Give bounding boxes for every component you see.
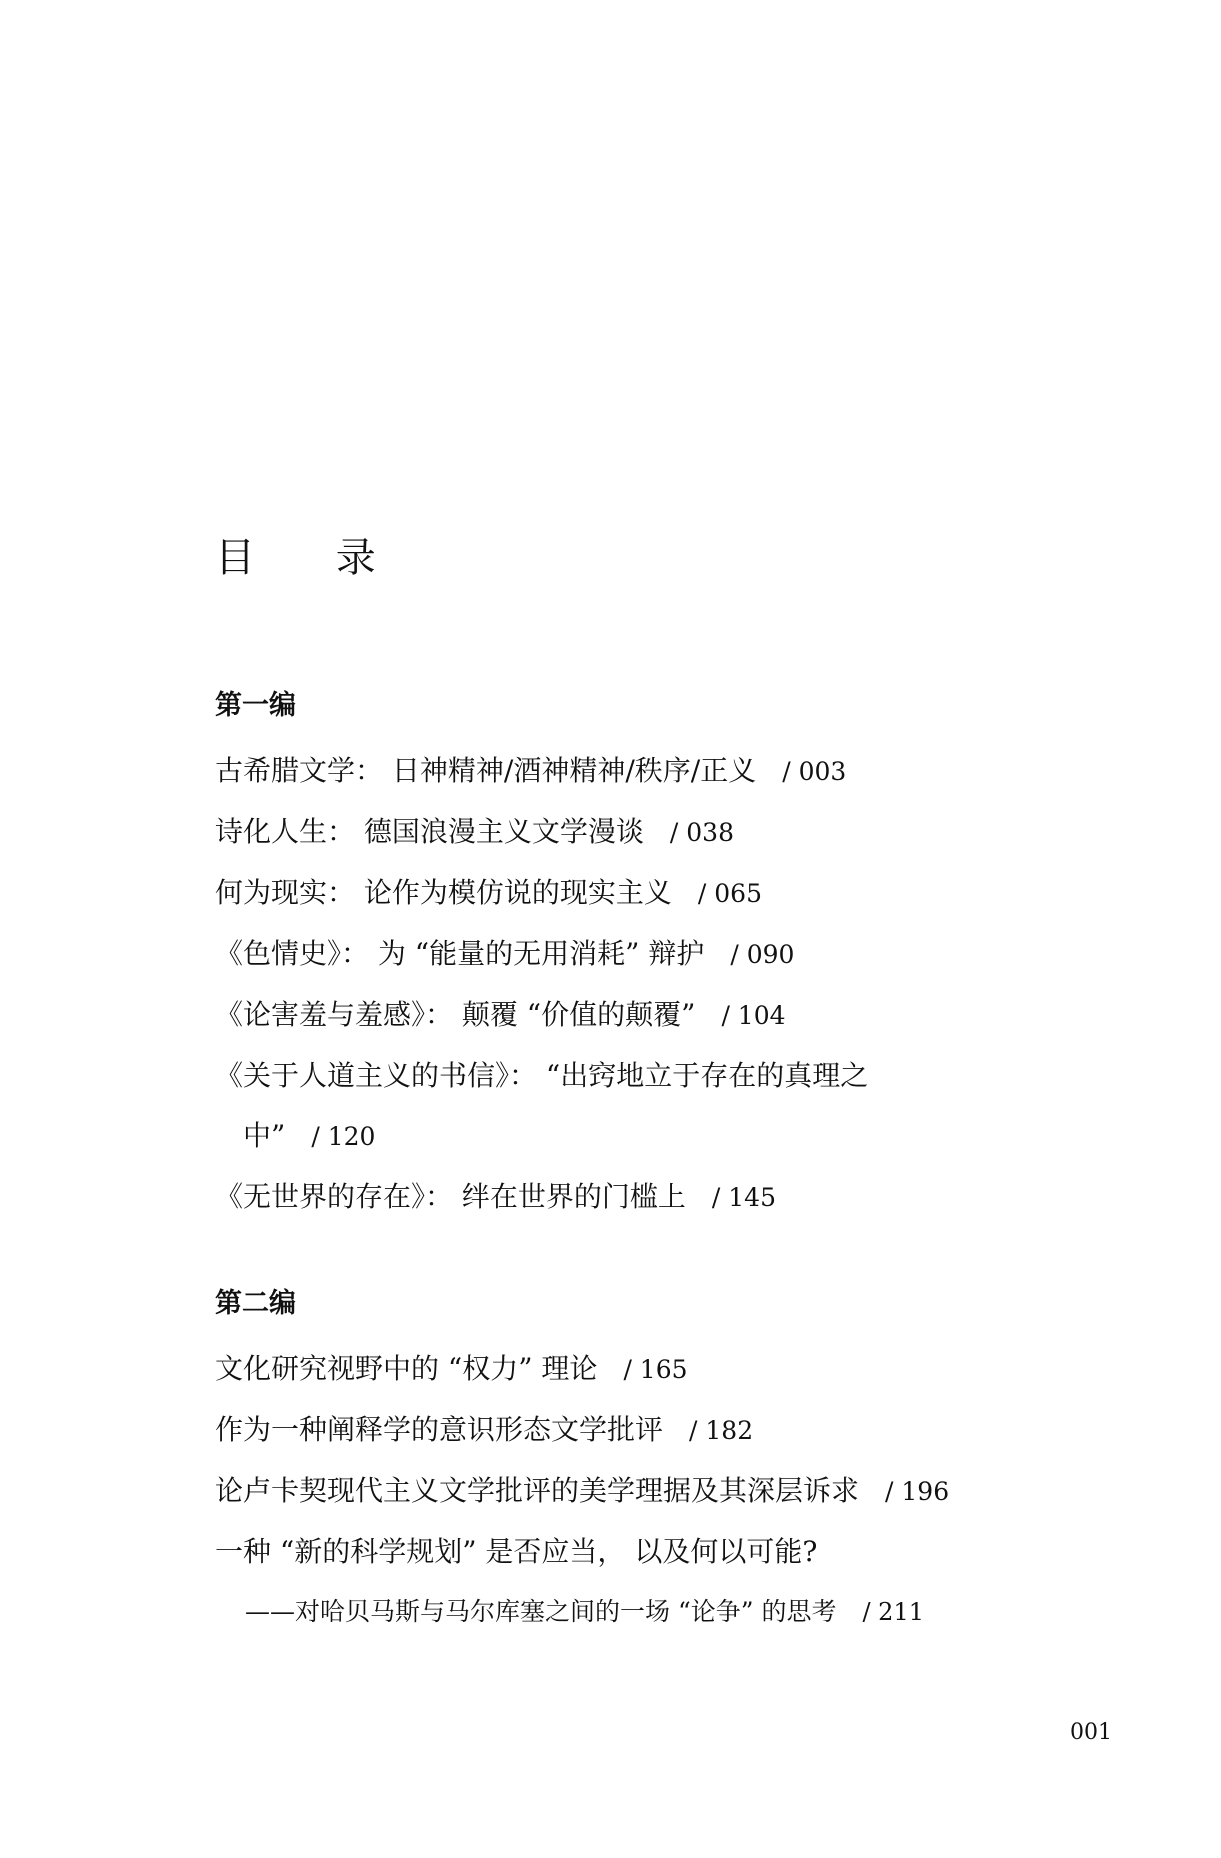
entry-page-ref: / 090 xyxy=(730,940,795,969)
entry-page-ref: / 065 xyxy=(697,879,762,908)
entry-title: 何为现实： 论作为模仿说的现实主义 xyxy=(215,876,672,909)
entry-title: 论卢卡契现代主义文学批评的美学理据及其深层诉求 xyxy=(215,1474,860,1507)
entry-title: 古希腊文学： 日神精神/酒神精神/秩序/正义 xyxy=(215,754,757,787)
entry-title: 《无世界的存在》： 绊在世界的门槛上 xyxy=(215,1180,686,1213)
toc-entry[interactable] xyxy=(215,985,1115,1046)
section-heading: 第一编 xyxy=(215,690,296,721)
toc-entry-continuation[interactable] xyxy=(215,1106,1115,1167)
entry-page-ref: / 003 xyxy=(782,757,847,786)
toc-entry[interactable] xyxy=(215,741,1115,802)
toc-entry[interactable] xyxy=(215,1167,1115,1228)
entry-title: 作为一种阐释学的意识形态文学批评 xyxy=(215,1413,664,1446)
entry-title: 《色情史》： 为 “能量的无用消耗” 辩护 xyxy=(215,937,705,970)
entry-page-ref: / 165 xyxy=(623,1355,688,1384)
toc-entry-subtitle[interactable] xyxy=(215,1582,1115,1642)
toc-section-2 xyxy=(215,1287,1115,1642)
entry-page-ref: / 104 xyxy=(721,1001,786,1030)
entry-page-ref: / 120 xyxy=(311,1122,376,1151)
toc-entry[interactable] xyxy=(215,802,1115,863)
entry-title: 诗化人生： 德国浪漫主义文学漫谈 xyxy=(215,815,644,848)
entry-page-ref: / 196 xyxy=(885,1477,950,1506)
toc-entry[interactable] xyxy=(215,863,1115,924)
toc-entry[interactable] xyxy=(215,924,1115,985)
entry-subtitle: ——对哈贝马斯与马尔库塞之间的一场 “论争” 的思考 xyxy=(245,1597,837,1626)
entry-page-ref: / 182 xyxy=(689,1416,754,1445)
entry-title: 文化研究视野中的 “权力” 理论 xyxy=(215,1352,598,1385)
entry-page-ref: / 038 xyxy=(669,818,734,847)
toc-entry[interactable] xyxy=(215,1461,1115,1522)
toc-section-1 xyxy=(215,689,1115,1228)
section-heading: 第二编 xyxy=(215,1288,296,1319)
toc-title: 目 录 xyxy=(215,535,410,581)
entry-page-ref: / 145 xyxy=(711,1183,776,1212)
toc-entry[interactable] xyxy=(215,1339,1115,1400)
toc-entry[interactable] xyxy=(215,1522,1115,1582)
entry-title: 《论害羞与羞感》： 颠覆 “价值的颠覆” xyxy=(215,998,696,1031)
toc-entry[interactable] xyxy=(215,1400,1115,1461)
entry-title: 一种 “新的科学规划” 是否应当， 以及何以可能? xyxy=(215,1535,818,1568)
entry-page-ref: / 211 xyxy=(862,1598,924,1626)
entry-title-continuation: 中” xyxy=(243,1119,286,1152)
entry-title: 《关于人道主义的书信》： “出窍地立于存在的真理之 xyxy=(215,1059,869,1092)
page-number: 001 xyxy=(1070,1720,1112,1745)
toc-entry[interactable] xyxy=(215,1046,1115,1106)
